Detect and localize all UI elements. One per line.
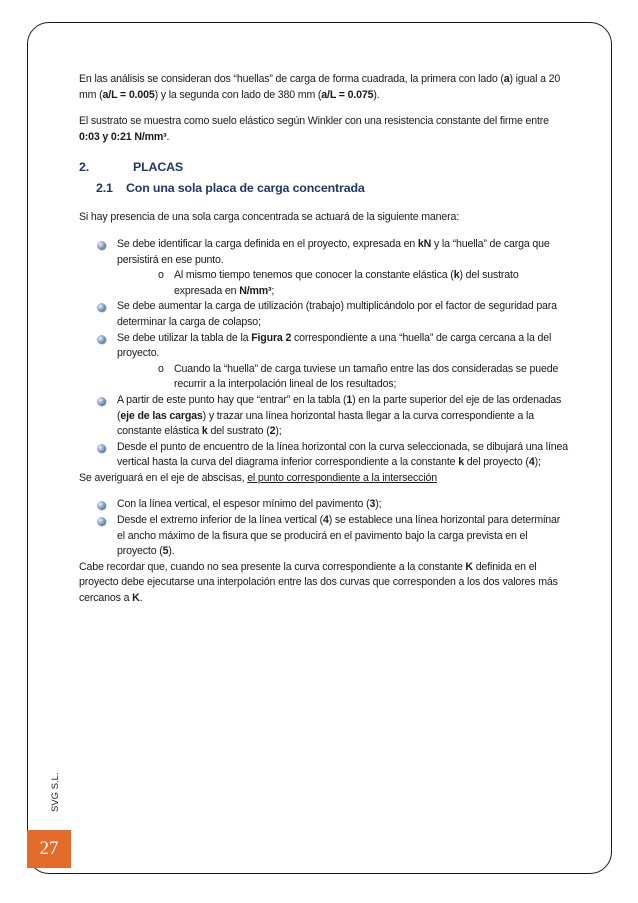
round-bullet-icon	[97, 241, 106, 250]
steps-list	[79, 237, 569, 471]
list-item: A partir de este punto hay que “entrar” en la tabla (1) en la parte superior del eje de las ordenadas (eje de las cargas) y trazar una línea horizontal hasta llegar a la curva correspondiente a la constante elástica k del sustrato (2);	[79, 393, 569, 440]
circle-bullet-icon: o	[158, 362, 164, 375]
paragraph-intro-list: Si hay presencia de una sola carga concentrada se actuará de la siguiente manera:	[79, 211, 460, 224]
sidebar-company-label: SVG S.L.	[50, 772, 61, 812]
paragraph-abscisas: Se averiguará en el eje de abscisas, el punto correspondiente a la intersección	[79, 471, 437, 484]
paragraph-huellas: En las análisis se consideran dos “huellas” de carga de forma cuadrada, la primera con lado (a) igual a 20 mm (a/L = 0.005) y la segunda con lado de 380 mm (a/L = 0.075).	[79, 73, 561, 101]
paragraph-recordar: Cabe recordar que, cuando no sea presente la curva correspondiente a la constante K definida en el proyecto debe ejecutarse una interpolación entre las dos curvas que corresponden a los dos valores más cercanos a K.	[79, 560, 558, 605]
list-item: Se debe aumentar la carga de utilización (trabajo) multiplicándolo por el factor de seguridad para determinar la carga de colapso;	[79, 299, 569, 330]
subsection-heading: 2.1 Con una sola placa de carga concentrada	[96, 181, 365, 196]
section-heading: 2. PLACAS	[79, 160, 184, 175]
sub-list-item: o Al mismo tiempo tenemos que conocer la constante elástica (k) del sustrato expresada en N/mm³;	[158, 269, 519, 297]
round-bullet-icon	[97, 444, 106, 453]
list-item: Desde el punto de encuentro de la línea horizontal con la curva seleccionada, se dibujará una línea vertical hasta la curva del diagrama inferior correspondiente a la constante k del proyecto (4);	[79, 440, 569, 471]
sub-list-item: o Cuando la “huella” de carga tuviese un tamaño entre las dos consideradas se puede recurrir a la interpolación lineal de los resultados;	[158, 362, 559, 391]
round-bullet-icon	[97, 397, 106, 406]
list-item: Con la línea vertical, el espesor mínimo del pavimento (3);	[79, 497, 569, 513]
round-bullet-icon	[97, 517, 106, 526]
round-bullet-icon	[97, 501, 106, 510]
abscisas-list	[79, 497, 569, 559]
page-content	[79, 72, 569, 618]
list-item: Se debe identificar la carga definida en el proyecto, expresada en kN y la “huella” de carga que persistirá en ese punto. o Al mismo tiempo tenemos que conocer la constante elástica (k) del sustrato expresada en N/mm³;	[79, 237, 569, 299]
page-number: 27	[39, 838, 59, 859]
paragraph-sustrato: El sustrato se muestra como suelo elástico según Winkler con una resistencia constante del firme entre 0:03 y 0:21 N/mm³.	[79, 115, 549, 143]
list-item: Se debe utilizar la tabla de la Figura 2 correspondiente a una “huella” de carga cercana a la del proyecto. o Cuando la “huella” de carga tuviese un tamaño entre las dos consideradas se puede recurrir a la interpolación lineal de los resultados;	[79, 331, 569, 393]
list-item: Desde el extremo inferior de la línea vertical (4) se establece una línea horizontal para determinar el ancho máximo de la fisura que se producirá en el pavimento bajo la carga prevista en el proyecto (5).	[79, 513, 569, 560]
page-number-badge	[27, 830, 71, 868]
round-bullet-icon	[97, 335, 106, 344]
round-bullet-icon	[97, 303, 106, 312]
circle-bullet-icon: o	[158, 269, 164, 282]
